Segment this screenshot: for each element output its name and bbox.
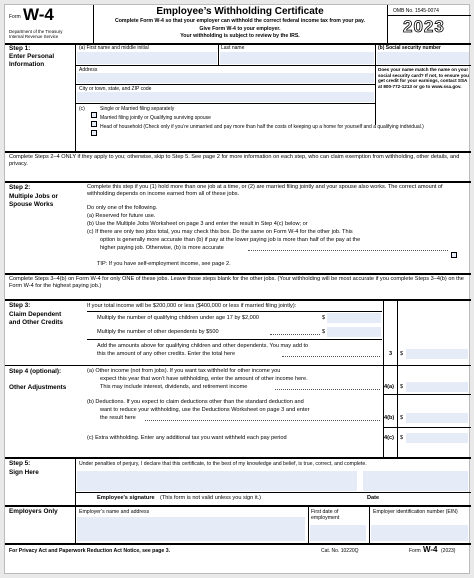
line-4c-label: 4(c)	[384, 435, 394, 441]
ssn-input[interactable]	[377, 52, 469, 64]
step4-label: Step 4 (optional):	[9, 368, 62, 375]
city-label: City or town, state, and ZIP code	[79, 86, 152, 92]
step5-title: Sign Here	[9, 469, 39, 476]
date-label: Date	[367, 495, 380, 501]
steps-3-4b-notice: Complete Steps 3–4(b) on Form W-4 for only ONE of these jobs. Leave those steps blank for the other jobs. (Your withholding will be most accurate if you complete Steps 3–4(b) on the Form W-4 for the highest paying job.)	[9, 276, 464, 289]
form-year: 2023	[403, 17, 445, 36]
step1-title: Enter Personal Information	[9, 53, 55, 68]
steps-2-4-notice: Complete Steps 2–4 ONLY if they apply to you; otherwise, skip to Step 5. See page 2 for more information on each step, who can claim exemption from withholding, other details, and privacy.	[9, 154, 460, 167]
irs-label: Internal Revenue Service	[9, 34, 59, 39]
step3-add-line1: Add the amounts above for qualifying children and other dependents. You may add to	[97, 343, 309, 349]
line-4b-dollar: $	[400, 415, 404, 421]
perjury-statement: Under penalties of perjury, I declare that this certificate, to the best of my knowledge and belief, is true, correct, and complete.	[79, 461, 367, 467]
first-date-input[interactable]	[310, 525, 366, 541]
head-of-household-checkbox[interactable]	[91, 123, 97, 141]
ein-label: Employer identification number (EIN)	[373, 509, 458, 515]
step4a-line1: (a) Other income (not from jobs). If you want tax withheld for other income you	[87, 368, 281, 374]
signature-input[interactable]	[77, 471, 357, 491]
line-4b-label: 4(b)	[384, 415, 395, 421]
filing-status-label: (c)	[79, 106, 85, 112]
first-name-label: (a) First name and middle initial	[79, 45, 149, 51]
ein-input[interactable]	[371, 525, 468, 541]
step2-option-b: (b) Use the Multiple Jobs Worksheet on page 3 and enter the result in Step 4(c) below; or	[87, 221, 308, 227]
qualifying-children-input[interactable]	[327, 313, 381, 323]
step4-title: Other Adjustments	[9, 384, 67, 391]
header-line-2: Give Form W-4 to your employer.	[199, 26, 281, 32]
step4a-line2: expect this year that won’t have withholding, enter the amount of other income here.	[100, 376, 308, 382]
city-input[interactable]	[77, 92, 374, 102]
step4b-line3: the result here	[100, 415, 136, 421]
other-dependents-input[interactable]	[327, 327, 381, 337]
address-input[interactable]	[77, 73, 374, 83]
extra-withholding-input[interactable]	[406, 433, 468, 443]
two-jobs-checkbox[interactable]	[451, 245, 457, 263]
ssn-note: Does your name match the name on your social security card? If not, to ensure you get credit for your earnings, contact SSA at 800-772-1213 or go to www.ssa.gov.	[378, 67, 469, 89]
header-line-3: Your withholding is subject to review by the IRS.	[180, 33, 300, 39]
step2-option-c-line3: higher paying job. Otherwise, (b) is more accurate	[100, 245, 224, 251]
footer-form-number: W-4	[423, 545, 438, 554]
other-dependents-label: Multiply the number of other dependents by $500	[97, 329, 219, 335]
step2-title: Multiple Jobs or Spouse Works	[9, 193, 58, 208]
dept-label: Department of the Treasury	[9, 29, 63, 34]
step2-option-c-line2: option is generally more accurate than (b) if pay at the lower paying job is more than half of the pay at the	[100, 237, 361, 243]
line-3-dollar: $	[400, 351, 404, 357]
last-name-input[interactable]	[220, 52, 374, 64]
line-4a-dollar: $	[400, 384, 404, 390]
step4b-line1: (b) Deductions. If you expect to claim deductions other than the standard deduction and	[87, 399, 304, 405]
head-of-household-label: Head of household (Check only if you’re unmarried and pay more than half the costs of keeping up a home for yourself and a qualifying individual.)	[100, 124, 424, 130]
signature-date-input[interactable]	[363, 471, 468, 491]
form-number: W-4	[23, 5, 54, 24]
step2-label: Step 2:	[9, 184, 31, 191]
first-name-input[interactable]	[77, 52, 217, 64]
step1-label: Step 1:	[9, 45, 31, 52]
employers-only-title: Employers Only	[9, 508, 58, 515]
omb-number: OMB No. 1545-0074	[393, 8, 439, 14]
step3-add-line2: this the amount of any other credits. Enter the total here	[97, 351, 236, 357]
footer-year: (2023)	[441, 548, 456, 554]
employer-name-input[interactable]	[77, 517, 305, 541]
footer-form-label: Form	[409, 548, 421, 554]
single-label: Single or Married filing separately	[100, 106, 175, 112]
step3-income-note: If your total income will be $200,000 or less ($400,000 or less if married filing jointly):	[87, 303, 297, 309]
form-title: Employee’s Withholding Certificate	[156, 6, 324, 17]
step4a-line3: This may include interest, dividends, and retirement income	[100, 384, 248, 390]
line-3-label: 3	[389, 351, 393, 357]
other-income-input[interactable]	[406, 382, 468, 392]
step2-intro: Complete this step if you (1) hold more than one job at a time, or (2) are married filing jointly and your spouse also works. The correct amount of withholding depends on income earned from all of these jobs.	[87, 184, 443, 197]
line-4c-dollar: $	[400, 435, 404, 441]
signature-label: Employee’s signature	[97, 495, 155, 501]
w4-form	[4, 4, 470, 574]
header-line-1: Complete Form W-4 so that your employer can withhold the correct federal income tax from your pay.	[115, 18, 365, 24]
address-label: Address	[79, 67, 98, 73]
step2-option-a: (a) Reserved for future use.	[87, 213, 156, 219]
step3-label: Step 3:	[9, 302, 31, 309]
employer-name-label: Employer’s name and address	[79, 509, 150, 515]
step2-do-one: Do only one of the following.	[87, 205, 158, 211]
step4c-line: (c) Extra withholding. Enter any additional tax you want withheld each pay period	[87, 435, 287, 441]
step2-tip: TIP: If you have self-employment income, see page 2.	[97, 261, 231, 267]
married-jointly-label: Married filing jointly or Qualifying surviving spouse	[100, 115, 211, 121]
step5-label: Step 5:	[9, 460, 31, 467]
first-date-label: First date of employment	[311, 509, 340, 521]
privacy-notice: For Privacy Act and Paperwork Reduction Act Notice, see page 3.	[9, 548, 171, 554]
line-4a-label: 4(a)	[384, 384, 394, 390]
ssn-label: (b) Social security number	[378, 45, 441, 51]
form-label: Form	[9, 14, 21, 20]
step3-title: Claim Dependent and Other Credits	[9, 311, 63, 326]
qualifying-children-label: Multiply the number of qualifying children under age 17 by $2,000	[97, 315, 260, 321]
children-dollar: $	[322, 315, 326, 321]
signature-note: (This form is not valid unless you sign it.)	[160, 495, 262, 501]
line-3-total-input[interactable]	[406, 349, 468, 359]
last-name-label: Last name	[221, 45, 245, 51]
cat-number: Cat. No. 10220Q	[321, 548, 359, 554]
step4b-line2: want to reduce your withholding, use the Deductions Worksheet on page 3 and enter	[100, 407, 310, 413]
deductions-input[interactable]	[406, 413, 468, 423]
step2-option-c-line1: (c) If there are only two jobs total, you may check this box. Do the same on Form W-4 for the other job. This	[87, 229, 353, 235]
dependents-dollar: $	[322, 329, 326, 335]
